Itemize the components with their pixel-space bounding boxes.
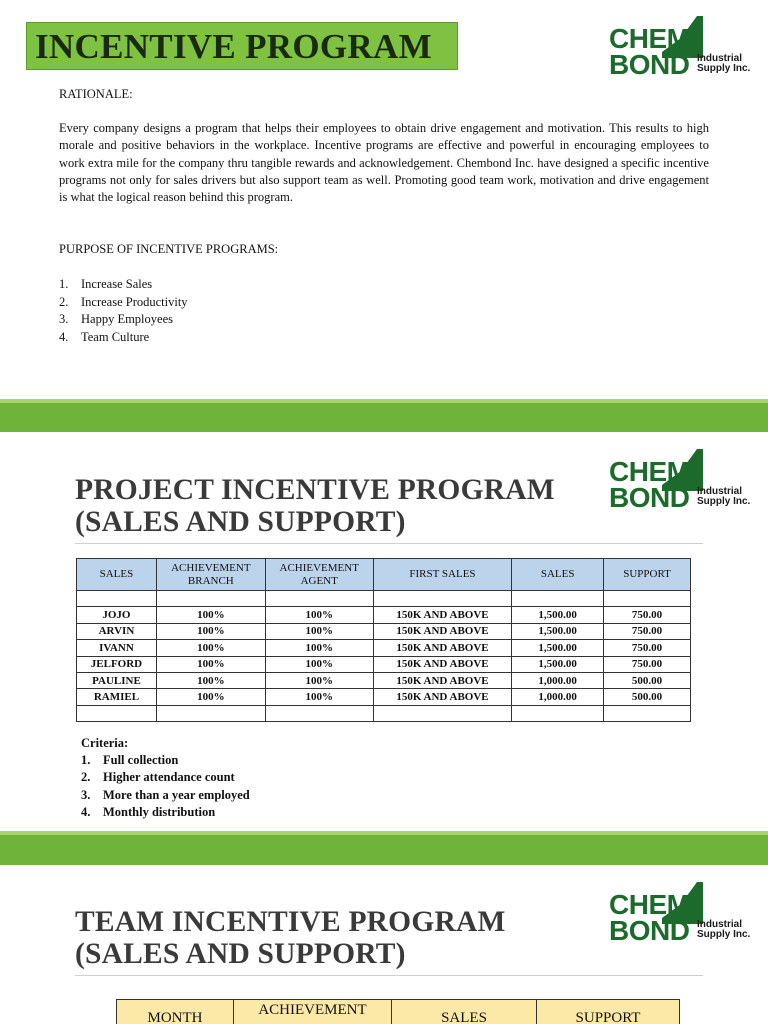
chembond-logo: CHEM BOND Industrial Supply Inc.	[607, 14, 757, 82]
list-item: 4. Team Culture	[59, 329, 150, 344]
table-header-row	[117, 1000, 680, 1024]
column-header: SALES	[392, 1000, 537, 1024]
rationale-paragraph: Every company designs a program that helps their employees to obtain drive engagement and motivation. This results to high morale and positive behaviors in the workplace. Incentive programs are effective and powerful in encouraging employees to work extra mile for the company thru tangible rewards and acknowledgement. Chembond Inc. have designed a specific incentive programs not only for sales drivers but also support team as well. Promoting good team work, motivation and drive engagement is what the logical reason behind this program.	[59, 121, 709, 205]
table-row	[77, 591, 691, 607]
table-row: ARVIN 100% 100% 150K AND ABOVE 1,500.00 750.00	[77, 623, 691, 639]
team-incentive-table	[116, 999, 680, 1024]
list-item: 2. Higher attendance count	[81, 770, 235, 785]
column-header: SALES	[512, 559, 604, 591]
list-item: 4. Monthly distribution	[81, 804, 216, 819]
list-item: 3. Happy Employees	[59, 312, 173, 327]
team-incentive-title: TEAM INCENTIVE PROGRAM (SALES AND SUPPORT)	[75, 906, 506, 970]
divider-line	[75, 975, 703, 976]
table-row: JELFORD 100% 100% 150K AND ABOVE 1,500.00 750.00	[77, 656, 691, 672]
list-item: 2. Increase Productivity	[59, 294, 188, 309]
column-header: ACHIEVEMENT	[234, 1000, 392, 1024]
page-divider-band	[0, 831, 768, 865]
list-item: 1. Increase Sales	[59, 277, 153, 291]
column-header: FIRST SALES	[373, 559, 512, 591]
purpose-list	[59, 276, 188, 346]
page-title: INCENTIVE PROGRAM	[26, 22, 458, 70]
column-header: ACHIEVEMENT BRANCH	[156, 559, 265, 591]
rationale-label: RATIONALE:	[59, 87, 133, 101]
column-header: SALES	[77, 559, 157, 591]
table-row: PAULINE 100% 100% 150K AND ABOVE 1,000.00 500.00	[77, 672, 691, 688]
table-header-row	[77, 559, 691, 591]
list-item: 1. Full collection	[81, 753, 179, 768]
page-divider-band	[0, 399, 768, 432]
chembond-logo: CHEM BOND Industrial Supply Inc.	[607, 880, 757, 948]
column-header: SUPPORT	[537, 1000, 680, 1024]
purpose-label: PURPOSE OF INCENTIVE PROGRAMS:	[59, 242, 279, 256]
project-incentive-table	[76, 558, 691, 722]
column-header: MONTH	[117, 1000, 234, 1024]
criteria-label: Criteria:	[81, 736, 129, 750]
table-row	[77, 705, 691, 721]
list-item: 3. More than a year employed	[81, 787, 250, 802]
table-row: JOJO 100% 100% 150K AND ABOVE 1,500.00 750.00	[77, 607, 691, 623]
chembond-logo: CHEM BOND Industrial Supply Inc.	[607, 447, 757, 515]
table-row: IVANN 100% 100% 150K AND ABOVE 1,500.00 750.00	[77, 640, 691, 656]
table-row: RAMIEL 100% 100% 150K AND ABOVE 1,000.00 500.00	[77, 689, 691, 705]
divider-line	[75, 543, 703, 544]
criteria-list	[81, 735, 250, 821]
column-header: ACHIEVEMENT AGENT	[265, 559, 373, 591]
column-header: SUPPORT	[604, 559, 691, 591]
project-incentive-title: PROJECT INCENTIVE PROGRAM (SALES AND SUPPORT)	[75, 474, 555, 538]
